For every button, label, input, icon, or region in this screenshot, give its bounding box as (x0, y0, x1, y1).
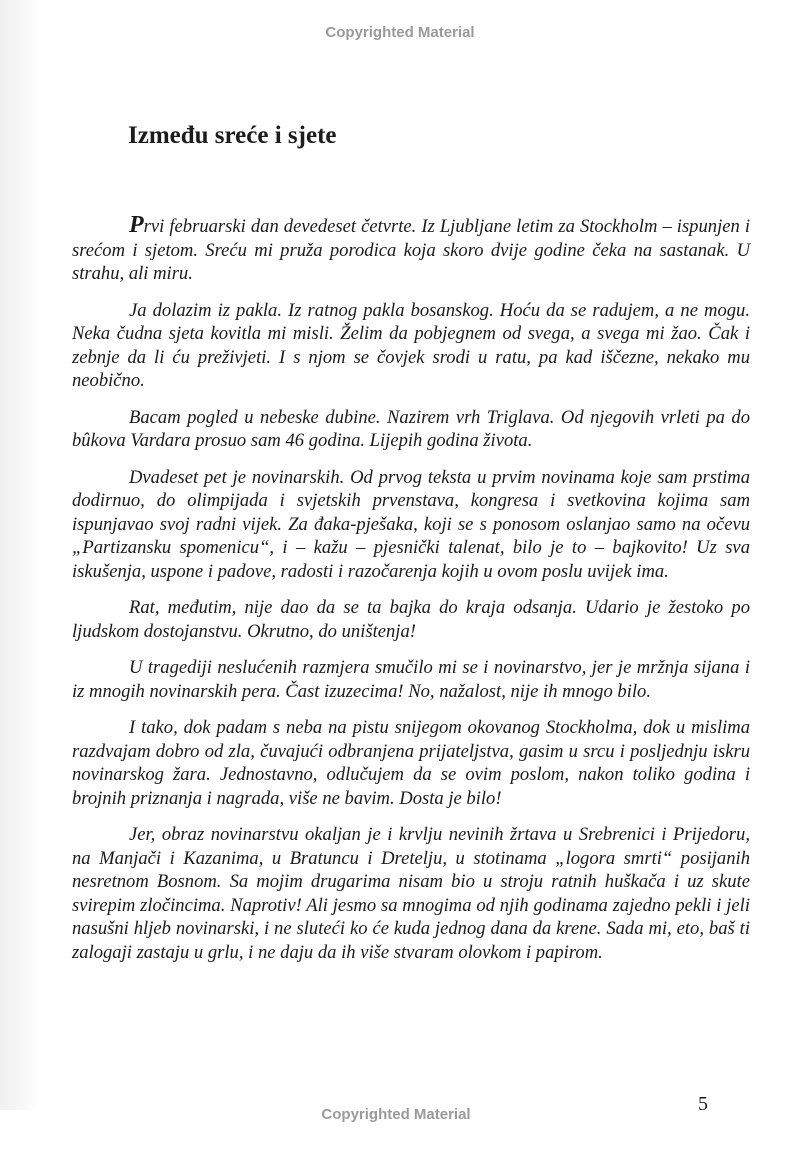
chapter-title: Između sreće i sjete (128, 122, 337, 149)
paragraph-4: Dvadeset pet je novinarskih. Od prvog teksta u prvim novinama koje sam prstima dodirnuo, do olimpijada i svjetskih prvenstava, kongresa i svetkovina kojima sam ispunjavao svoj radni vijek. Za đaka-pješaka, koji se s ponosom oslanjao samo na očevu „Partizansku spomenicu“, i – kažu – pjesnički talenat, bilo je to – bajkovito! Uz sva iskušenja, uspone i padove, radosti i razočarenja kojih u ovom poslu uvijek ima. (72, 466, 750, 582)
body-text (72, 214, 750, 977)
page-shadow-edge (0, 0, 38, 1110)
paragraph-1-text: rvi februarski dan devedeset četvrte. Iz Ljubljane letim za Stockholm – ispunjen i srećom i sjetom. Sreću mi pruža porodica koja skoro dvije godine čeka na sastanak. U strahu, ali miru. (72, 216, 750, 284)
drop-cap: P (129, 212, 144, 238)
paragraph-3: Bacam pogled u nebeske dubine. Nazirem vrh Triglava. Od njegovih vrleti pa do bûkova Vardara prosuo sam 46 godina. Lijepih godina života. (72, 406, 750, 451)
page-number: 5 (698, 1093, 708, 1115)
paragraph-2: Ja dolazim iz pakla. Iz ratnog pakla bosanskog. Hoću da se radujem, a ne mogu. Neka čudna sjeta kovitla mi misli. Želim da pobjegnem od svega, a svega mi žao. Čak i zebnje da li ću preživjeti. I s njom se čovjek srodi u ratu, pa kad iščezne, nekako mu neobično. (72, 299, 750, 391)
paragraph-1 (72, 214, 750, 286)
paragraph-7: I tako, dok padam s neba na pistu snijegom okovanog Stockholma, dok u mislima razdvajam dobro od zla, čuvajući odbranjena prijateljstva, gasim u srcu i posljednju iskru novinarskog žara. Jednostavno, odlučujem da se ovim poslom, nakon toliko godina i brojnih priznanja i nagrada, više ne bavim. Dosta je bilo! (72, 717, 750, 809)
paragraph-6: U tragediji neslućenih razmjera smučilo mi se i novinarstvo, jer je mržnja sijana i iz mnogih novinarskih pera. Čast izuzecima! No, nažalost, nije ih mnogo bilo. (72, 657, 750, 702)
paragraph-5: Rat, međutim, nije dao da se ta bajka do kraja odsanja. Udario je žestoko po ljudskom dostojanstvu. Okrutno, do uništenja! (72, 597, 750, 642)
watermark-top: Copyrighted Material (325, 24, 475, 41)
paragraph-8: Jer, obraz novinarstvu okaljan je i krvlju nevinih žrtava u Srebrenici i Prijedoru, na Manjači i Kazanima, u Bratuncu i Dretelju, u stotinama „logora smrti“ posijanih nesretnom Bosnom. Sa mojim drugarima nisam bio u stroju ratnih huškača i uz skute svirepim zločincima. Naprotiv! Ali jesmo sa mnogima od njih godinama zajedno pekli i jeli nasušni hljeb novinarski, i ne sluteći ko će kuda jednog dana da krene. Sada mi, eto, baš ti zalogaji zastaju u grlu, i ne daju da ih više stvaram olovkom i papirom. (72, 824, 750, 963)
watermark-bottom: Copyrighted Material (321, 1106, 471, 1123)
